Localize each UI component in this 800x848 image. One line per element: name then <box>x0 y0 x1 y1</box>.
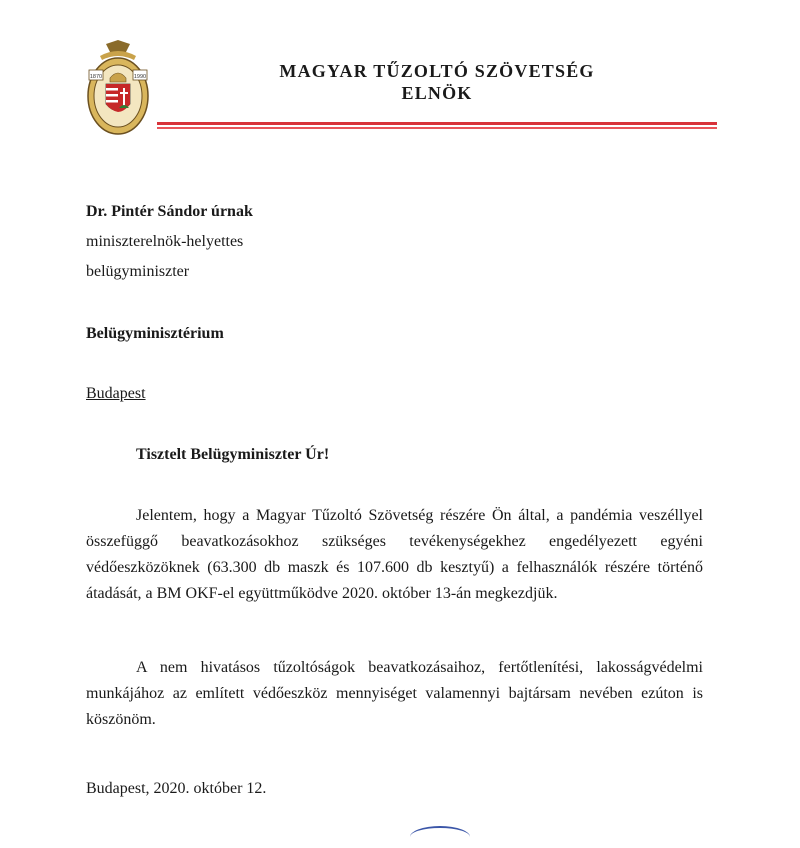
header-rule-top <box>157 122 717 125</box>
dateline: Budapest, 2020. október 12. <box>86 780 267 797</box>
recipient-title-2: belügyminiszter <box>86 263 190 280</box>
organization-role: ELNÖK <box>401 83 473 103</box>
recipient-ministry: Belügyminisztérium <box>86 325 224 342</box>
recipient-city: Budapest <box>86 385 146 402</box>
recipient-title-1: miniszterelnök-helyettes <box>86 233 244 250</box>
coat-of-arms-icon <box>86 38 150 138</box>
body-paragraph-1: Jelentem, hogy a Magyar Tűzoltó Szövetség részére Ön által, a pandémia veszéllyel összefüggő beavatkozásokhoz szükséges tevékenységekhez engedélyezett egyéni védőeszközöknek (63.300 db maszk és 107.600 db kesztyű) a felhasználók részére történő átadását, a BM OKF-el együttműködve 2020. október 13-án megkezdjük. <box>86 507 703 602</box>
svg-text:1990: 1990 <box>133 74 147 80</box>
header-rule-bottom <box>157 127 717 129</box>
organization-name: MAGYAR TŰZOLTÓ SZÖVETSÉG <box>279 61 595 81</box>
salutation: Tisztelt Belügyminiszter Úr! <box>136 446 330 463</box>
recipient-name: Dr. Pintér Sándor úrnak <box>86 203 253 220</box>
svg-text:1870: 1870 <box>89 74 103 80</box>
stamp-edge <box>410 826 470 848</box>
body-paragraph-2: A nem hivatásos tűzoltóságok beavatkozásaihoz, fertőtlenítési, lakosságvédelmi munkájához az említett védőeszköz mennyiséget valamennyi bajtársam nevében ezúton is köszönöm. <box>86 659 703 728</box>
